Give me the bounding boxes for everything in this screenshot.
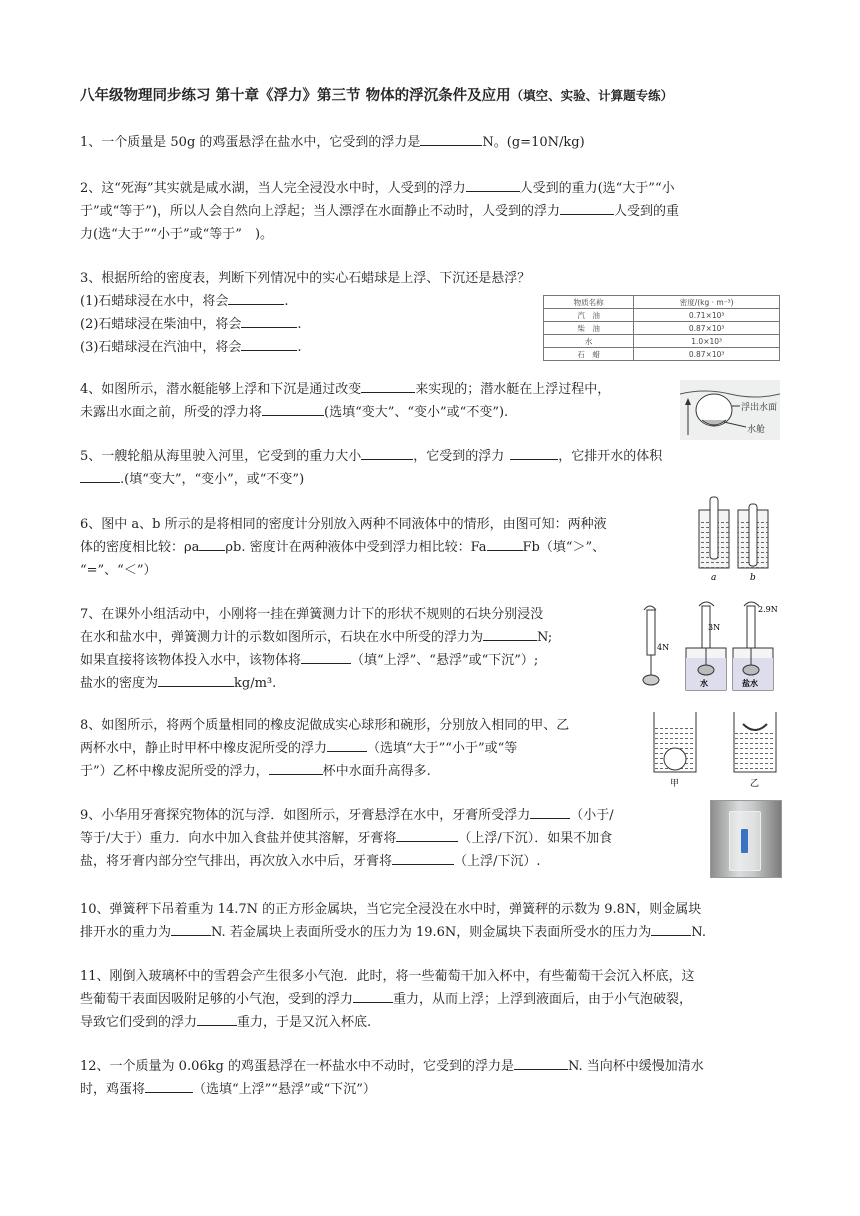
scale-3 [747,606,755,648]
q7-blank-3[interactable] [158,672,234,687]
q1-text-a: 1、一个质量是 50g 的鸡蛋悬浮在盐水中，它受到的浮力是 [80,135,421,150]
q12-text-c: 时，鸡蛋将 [80,1082,146,1097]
q11-text-b: 些葡萄干表面因吸附足够的小气泡，受到的浮力 [80,992,354,1007]
q9-blank-3[interactable] [392,850,454,865]
q9-text-e: 盐，将牙膏内部分空气排出，再次放入水中后，牙膏将 [80,854,393,869]
stone-3 [743,665,759,675]
q9-text-f: （上浮/下沉）. [454,854,541,869]
q6-text-e: “=”、“＜”） [80,563,157,578]
q3-end-3: . [297,340,302,355]
clay-ball [664,748,686,770]
label-b: b [750,573,756,582]
q2-text-c: 于”或“等于”)，所以人会自然向上浮起；当人漂浮在水面静止不动时，人受到的浮力 [80,204,561,219]
q5-text-d: .(填“变大”，“变小”，或“不变”) [120,472,305,487]
title-main: 八年级物理同步练习 第十章《浮力》第三节 物体的浮沉条件及应用 [80,88,511,104]
q2-text-a: 2、这“死海”其实就是咸水湖，当人完全浸没水中时，人受到的浮力 [80,181,466,196]
submarine-figure [680,380,780,440]
q8-blank-1[interactable] [327,737,367,752]
table-cell: 汽 油 [544,309,634,322]
table-cell: 水 [544,335,634,348]
q4-text-a: 4、如图所示，潜水艇能够上浮和下沉是通过改变 [80,382,362,397]
question-11 [80,965,785,1034]
hand-1-icon [644,606,656,610]
q7-text-e: （填“上浮”、“悬浮”或“下沉”）; [351,653,539,668]
table-cell: 0.87×10³ [634,322,780,335]
q8-text-e: 杯中水面升高得多. [322,764,431,779]
title-sub: （填空、实验、计算题专练） [510,88,674,103]
spring-scale-figure [636,598,786,693]
q6-blank-1[interactable] [199,536,225,551]
q4-blank-2[interactable] [262,401,324,416]
q11-text-d: 导致它们受到的浮力 [80,1015,198,1030]
q3-item-3: (3)石蜡球浸在汽油中，将会 [80,340,242,355]
label-jia: 甲 [670,779,680,789]
q7-text-c: N; [537,630,553,645]
q3-intro: 3、根据所给的密度表，判断下列情况中的实心石蜡球是上浮、下沉还是悬浮？ [80,271,531,286]
hand-2-icon [699,602,714,606]
q10-blank-1[interactable] [171,921,211,936]
q6-text-b: 体的密度相比较：ρa [80,540,200,555]
densimeter-b [749,504,757,566]
q10-text-b: 排开水的重力为 [80,925,172,940]
scale-1 [647,610,655,655]
toothpaste-photo [710,800,782,878]
table-cell: 1.0×10³ [634,335,780,348]
question-10 [80,898,785,944]
label-water: 水 [700,678,708,688]
q7-blank-1[interactable] [483,626,537,641]
reading-2: 3N [708,623,721,632]
density-table-figure [543,295,780,361]
q4-text-d: (选填“变大”、“变小”或“不变”). [324,405,509,420]
q8-text-b: 两杯水中，静止时甲杯中橡皮泥所受的浮力 [80,741,328,756]
q9-text-b: （小于/ [570,808,614,823]
q2-text-d: 人受到的重 [614,204,680,219]
label-yi: 乙 [750,779,760,789]
q5-text-b: ，它受到的浮力 [413,449,505,464]
q2-blank-2[interactable] [560,200,614,215]
table-cell: 柴 油 [544,322,634,335]
density-table [543,295,780,361]
q10-text-c: N. 若金属块上表面所受水的压力为 19.6N，则金属块下表面所受水的压力为 [211,925,652,940]
q10-text-d: N. [691,925,706,940]
q9-text-d: （上浮/下沉）．如果不加食 [458,831,613,846]
q6-blank-2[interactable] [487,536,523,551]
page-title [80,84,800,105]
q5-text-c: ，它排开水的体积 [558,449,663,464]
q5-blank-1[interactable] [361,445,413,460]
hand-3-icon [744,602,759,606]
q8-blank-2[interactable] [269,760,323,775]
q11-text-a: 11、刚倒入玻璃杯中的雪碧会产生很多小气泡．此时，将一些葡萄干加入杯中，有些葡萄干会沉入杯底，这 [80,969,695,984]
question-1 [80,131,785,154]
reading-1: 4N [657,643,670,652]
q7-text-b: 在水和盐水中，弹簧测力计的示数如图所示，石块在水中所受的浮力为 [80,630,484,645]
q12-text-d: （选填“上浮”“悬浮”或“下沉”） [193,1082,376,1097]
q12-blank-1[interactable] [514,1055,568,1070]
question-12 [80,1055,785,1101]
table-row [544,335,780,348]
q7-blank-2[interactable] [301,649,351,664]
q11-blank-1[interactable] [353,988,393,1003]
q8-text-d: 于”）乙杯中橡皮泥所受的浮力， [80,764,269,779]
q3-end-1: . [284,294,289,309]
label-tank: 水舱 [747,425,766,435]
densimeter-figure [696,492,776,582]
q3-item-2: (2)石蜡球浸在柴油中，将会 [80,317,242,332]
question-6 [80,513,785,582]
q5-text-a: 5、一艘轮船从海里驶入河里，它受到的重力大小 [80,449,362,464]
q4-text-c: 未露出水面之前，所受的浮力将 [80,405,263,420]
question-5 [80,445,785,491]
table-header-substance: 物质名称 [544,296,634,309]
table-header-density: 密度/(kg · m⁻³) [634,296,780,309]
stone-1 [643,675,659,685]
q8-text-a: 8、如图所示，将两个质量相同的橡皮泥做成实心球形和碗形，分别放入相同的甲、乙 [80,718,570,733]
q4-text-b: 来实现的；潜水艇在上浮过程中， [415,382,611,397]
densimeter-a [710,497,718,559]
question-9 [80,804,785,873]
question-2 [80,177,785,246]
toothpaste-tube [741,829,748,853]
q11-blank-2[interactable] [197,1011,237,1026]
water-yi [735,730,775,771]
q9-blank-1[interactable] [530,804,570,819]
reading-3: 2.9N [758,605,778,614]
q3-blank-3[interactable] [241,336,297,351]
table-row [544,309,780,322]
q4-blank-1[interactable] [361,378,415,393]
q6-text-a: 6、图中 a、b 所示的是将相同的密度计分别放入两种不同液体中的情形，由图可知：两种液 [80,517,607,532]
q11-text-c: 重力，从而上浮；上浮到液面后，由于小气泡破裂， [393,992,693,1007]
q2-blank-1[interactable] [466,177,520,192]
q12-text-b: N. 当向杯中缓慢加清水 [567,1059,704,1074]
q11-text-e: 重力，于是又沉入杯底. [237,1015,372,1030]
q2-text-b: 人受到的重力(选“大于”“小 [519,181,675,196]
q8-text-c: （选填“大于”“小于”或“等 [367,741,518,756]
q9-blank-2[interactable] [396,827,458,842]
q5-blank-2[interactable] [510,445,558,460]
label-float: 浮出水面 [741,403,778,413]
q6-text-d: Fb（填“＞”、 [522,540,606,555]
table-cell: 0.87×10³ [634,348,780,361]
q12-blank-2[interactable] [145,1078,193,1093]
q2-text-e: 力(选“大于”“小于”或“等于” )。 [80,227,274,242]
q7-text-a: 7、在课外小组活动中，小刚将一挂在弹簧测力计下的形状不规则的石块分别浸没 [80,607,544,622]
clay-cups-figure [650,708,780,790]
q3-blank-1[interactable] [228,290,284,305]
q9-text-c: 等于/大于）重力．向水中加入食盐并使其溶解，牙膏将 [80,831,397,846]
q10-text-a: 10、弹簧秤下吊着重为 14.7N 的正方形金属块，当它完全浸没在水中时，弹簧秤的示数为 9.8N，则金属块 [80,902,702,917]
q10-blank-2[interactable] [651,921,691,936]
table-row [544,348,780,361]
label-a: a [711,573,717,582]
q7-text-g: kg/m³. [234,676,277,691]
label-salt: 盐水 [742,678,758,688]
q6-text-c: ρb. 密度计在两种液体中受到浮力相比较：Fa [225,540,487,555]
q3-item-1: (1)石蜡球浸在水中，将会 [80,294,229,309]
q7-text-f: 盐水的密度为 [80,676,159,691]
q3-end-2: . [297,317,302,332]
q7-text-d: 如果直接将该物体投入水中，该物体将 [80,653,302,668]
q5-blank-3[interactable] [80,468,120,483]
q9-text-a: 9、小华用牙膏探究物体的沉与浮．如图所示，牙膏悬浮在水中，牙膏所受浮力 [80,808,531,823]
q1-text-b: N。(g=10N/kg) [482,135,585,150]
table-cell: 石 蜡 [544,348,634,361]
stone-2 [698,665,714,675]
q1-blank-1[interactable] [420,131,482,146]
table-row [544,322,780,335]
q3-blank-2[interactable] [241,313,297,328]
table-cell: 0.71×10³ [634,309,780,322]
clay-bowl [743,724,767,730]
q12-text-a: 12、一个质量为 0.06kg 的鸡蛋悬浮在一杯盐水中不动时，它受到的浮力是 [80,1059,514,1074]
